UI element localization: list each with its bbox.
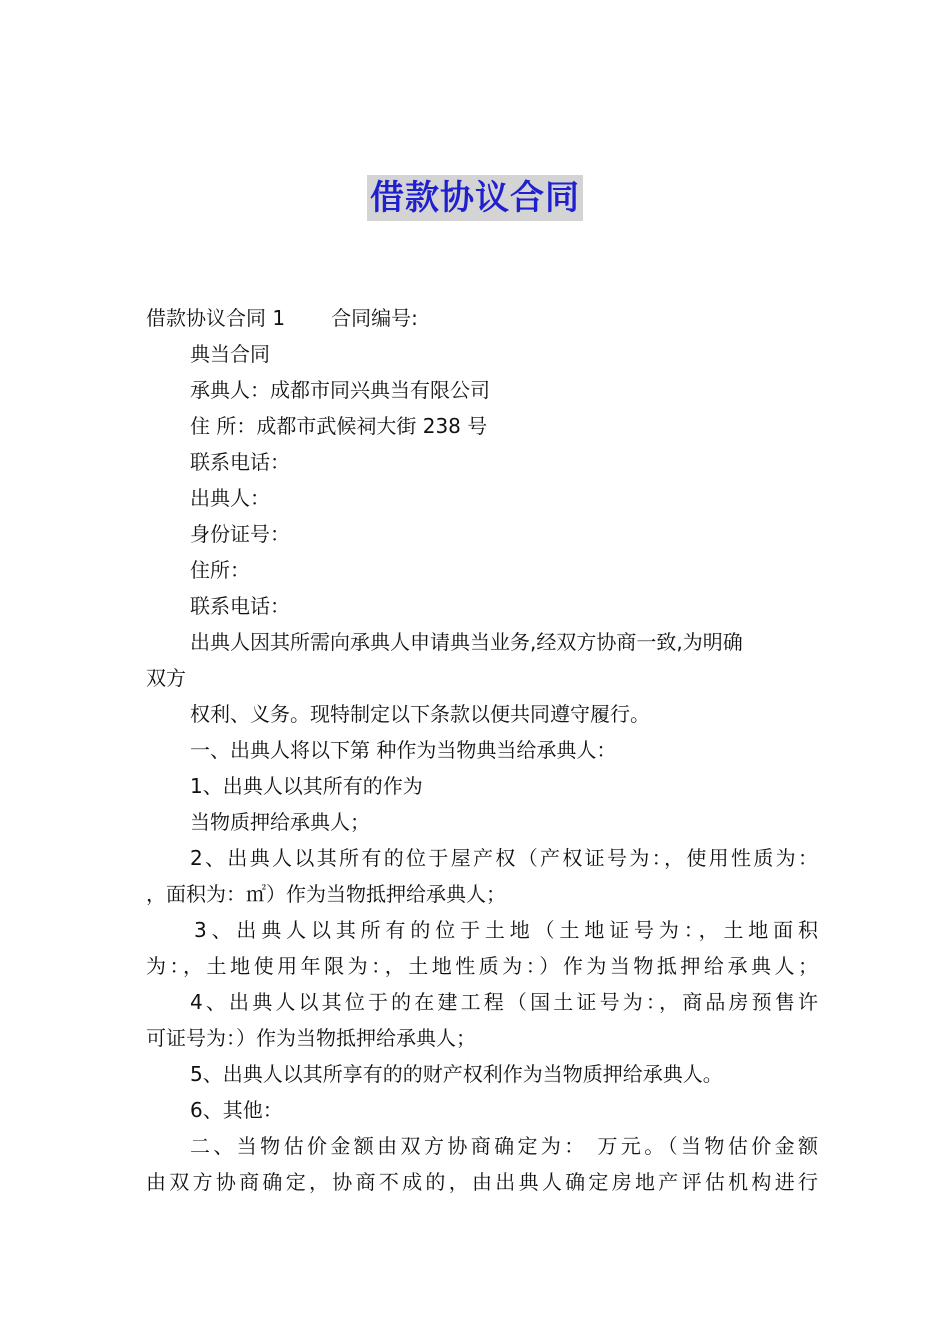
paragraph-line: 3、出典人以其所有的位于土地（土地证号为：，土地面积	[194, 918, 818, 942]
paragraph-line: 身份证号：	[190, 522, 290, 546]
paragraph-line: 出典人因其所需向承典人申请典当业务,经双方协商一致,为明确	[190, 630, 743, 654]
paragraph-line: 承典人：成都市同兴典当有限公司	[190, 378, 490, 402]
paragraph-line: ，面积为：㎡）作为当物抵押给承典人；	[146, 882, 506, 906]
paragraph-line: 住 所：成都市武候祠大街 238 号	[190, 414, 488, 438]
paragraph-line: 双方	[146, 666, 186, 690]
contract-number-label: 合同编号:	[331, 306, 418, 330]
document-body	[146, 300, 818, 1200]
paragraph-line: 5、出典人以其所享有的的财产权利作为当物质押给承典人。	[190, 1062, 723, 1086]
paragraph-line: 由双方协商确定，协商不成的，由出典人确定房地产评估机构进行	[146, 1170, 818, 1194]
paragraph-line: 一、出典人将以下第 种作为当物典当给承典人：	[190, 738, 617, 762]
paragraph-line: 联系电话：	[190, 450, 290, 474]
paragraph-line: 典当合同	[190, 342, 270, 366]
paragraph-line	[146, 300, 818, 336]
paragraph-line: 出典人：	[190, 486, 270, 510]
paragraph-line: 4、出典人以其位于的在建工程（国土证号为：，商品房预售许	[190, 990, 818, 1014]
paragraph-line: 住所：	[190, 558, 250, 582]
paragraph-line: 1、出典人以其所有的作为	[190, 774, 423, 798]
document-title: 借款协议合同	[367, 175, 583, 221]
paragraph-line: 可证号为：）作为当物抵押给承典人；	[146, 1026, 476, 1050]
paragraph-line: 当物质押给承典人；	[190, 810, 370, 834]
paragraph-line: 联系电话：	[190, 594, 290, 618]
paragraph-line: 为：，土地使用年限为：，土地性质为：）作为当物抵押给承典人；	[146, 954, 818, 978]
heading-text: 借款协议合同 1	[146, 306, 286, 330]
paragraph-line: 6、其他：	[190, 1098, 283, 1122]
paragraph-line: 2、出典人以其所有的位于屋产权（产权证号为：，使用性质为：	[190, 846, 818, 870]
title-container	[0, 175, 950, 221]
paragraph-line: 二、当物估价金额由双方协商确定为： 万元。（当物估价金额	[190, 1134, 818, 1158]
paragraph-line: 权利、义务。现特制定以下条款以便共同遵守履行。	[190, 702, 650, 726]
